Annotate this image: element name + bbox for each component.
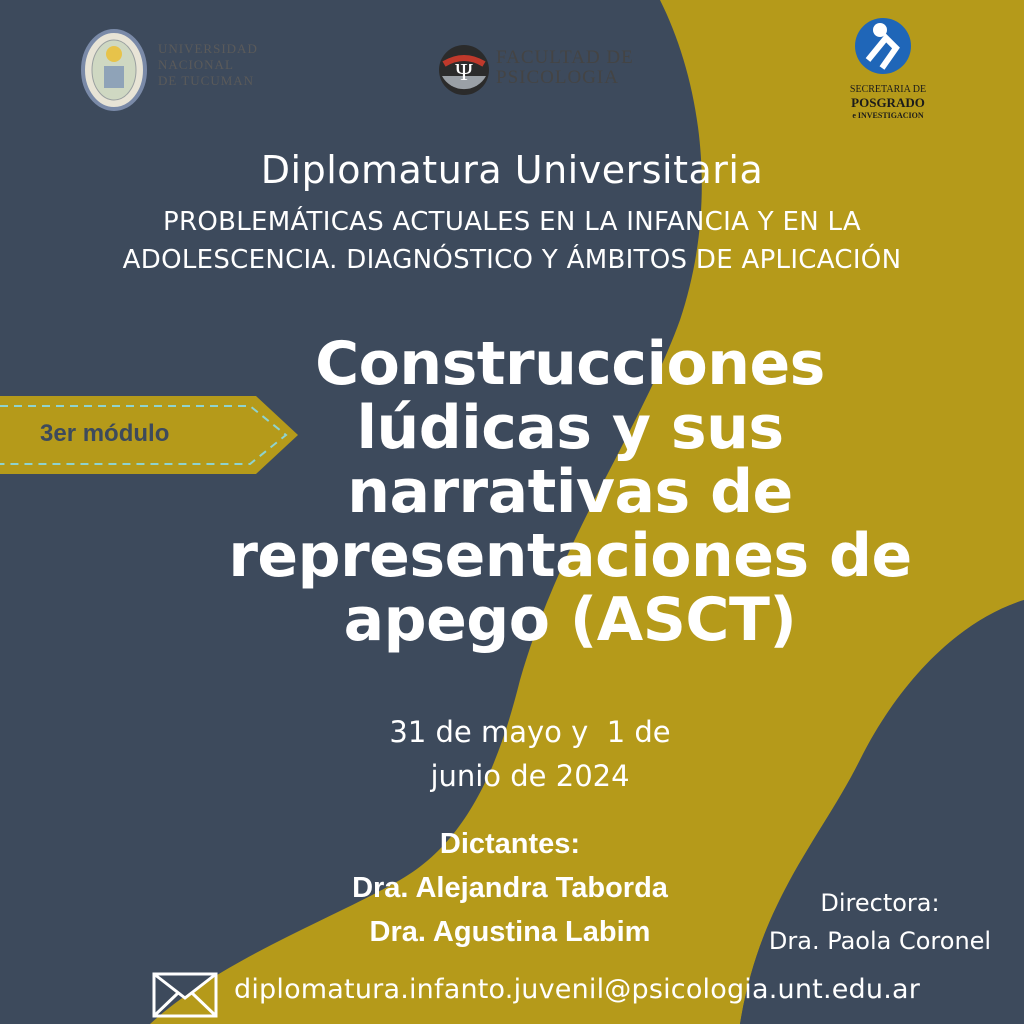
facultad-line-1: FACULTAD DE — [496, 47, 634, 68]
facultad-line-2: PSICOLOGIA — [496, 66, 619, 88]
module-title-line-3: narrativas de — [347, 457, 793, 527]
module-title — [190, 329, 950, 655]
contact-email[interactable]: diplomatura.infanto.juvenil@psicologia.unt.edu.ar — [234, 974, 921, 1005]
module-title-line-1: Construcciones — [315, 329, 825, 399]
facultad-logo-text — [496, 48, 634, 88]
secretaria-line-3: e INVESTIGACION — [852, 111, 924, 120]
directora-label: Directora: — [820, 889, 940, 917]
unt-line-2: NACIONAL — [158, 57, 234, 72]
dictante-name-2: Dra. Agustina Labim — [369, 916, 651, 948]
directora-name: Dra. Paola Coronel — [768, 927, 992, 955]
secretaria-logo-icon — [852, 16, 914, 80]
envelope-icon — [152, 972, 218, 1018]
subtitle-line-1: PROBLEMÁTICAS ACTUALES EN LA INFANCIA Y EN LA — [162, 207, 861, 237]
dictante-name-1: Dra. Alejandra Taborda — [352, 872, 668, 904]
directora-block — [740, 884, 1020, 960]
module-title-line-5: apego (ASCT) — [343, 585, 797, 655]
program-subtitle — [0, 203, 1024, 279]
dates-line-2: junio de 2024 — [430, 759, 630, 793]
dictantes-block — [300, 822, 720, 954]
module-badge-label: 3er módulo — [40, 420, 170, 447]
unt-line-1: UNIVERSIDAD — [158, 41, 258, 56]
dates-line-1: 31 de mayo y 1 de — [389, 715, 671, 749]
unt-line-3: DE TUCUMAN — [158, 73, 255, 88]
event-dates — [330, 710, 730, 798]
unt-seal-icon — [80, 28, 148, 112]
secretaria-logo-text — [838, 84, 938, 120]
secretaria-line-1: SECRETARIA DE — [849, 84, 927, 95]
subtitle-line-2: ADOLESCENCIA. DIAGNÓSTICO Y ÁMBITOS DE APLICACIÓN — [122, 245, 902, 275]
dictantes-label: Dictantes: — [439, 828, 581, 860]
svg-text:Ψ: Ψ — [455, 60, 473, 86]
unt-logo-text — [158, 42, 258, 90]
secretaria-line-2: POSGRADO — [851, 95, 925, 110]
module-title-line-2: lúdicas y sus — [356, 393, 784, 463]
module-title-line-4: representaciones de — [228, 521, 912, 591]
facultad-logo-icon — [436, 42, 492, 98]
program-title: Diplomatura Universitaria — [260, 148, 764, 192]
